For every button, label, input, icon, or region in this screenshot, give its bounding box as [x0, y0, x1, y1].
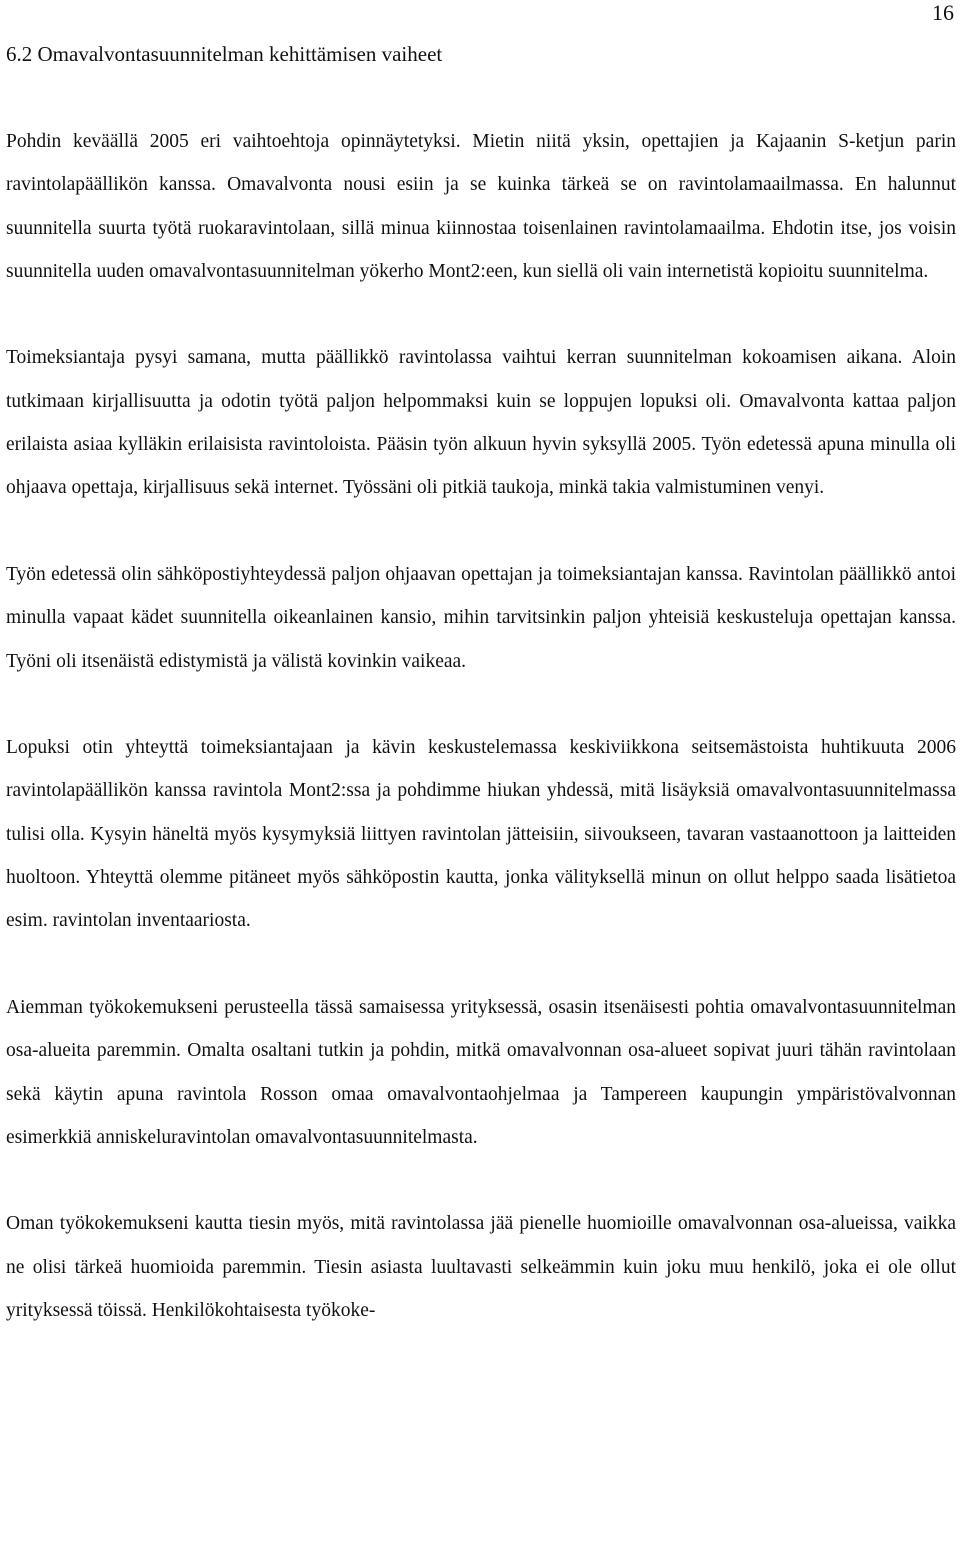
section-heading: 6.2 Omavalvontasuunnitelman kehittämisen vaiheet: [6, 42, 443, 66]
page-number: 16: [932, 0, 954, 25]
paragraph-2: Toimeksiantaja pysyi samana, mutta päällikkö ravintolassa vaihtui kerran suunnitelman kokoamisen aikana. Aloin tutkimaan kirjallisuutta ja odotin työtä paljon helpommaksi kuin se loppujen lopuksi oli. Omavalvonta kattaa paljon erilaista asiaa kylläkin erilaisista ravintoloista. Pääsin työn alkuun hyvin syksyllä 2005. Työn edetessä apuna minulla oli ohjaava opettaja, kirjallisuus sekä internet. Työssäni oli pitkiä taukoja, minkä takia valmistuminen venyi.: [6, 347, 956, 499]
paragraph-5: Aiemman työkokemukseni perusteella tässä samaisessa yrityksessä, osasin itsenäisesti pohtia omavalvontasuunnitelman osa-alueita paremmin. Omalta osaltani tutkin ja pohdin, mitkä omavalvonnan osa-alueet sopivat juuri tähän ravintolaan sekä käytin apuna ravintola Rosson omaa omavalvontaohjelmaa ja Tampereen kaupungin ympäristövalvonnan esimerkkiä anniskeluravintolan omavalvontasuunnitelmasta.: [6, 996, 956, 1148]
paragraph-1: Pohdin keväällä 2005 eri vaihtoehtoja opinnäytetyksi. Mietin niitä yksin, opettajien ja Kajaanin S-ketjun parin ravintolapäällikön kanssa. Omavalvonta nousi esiin ja se kuinka tärkeä se on ravintolamaailmassa. En halunnut suunnitella suurta työtä ruokaravintolaan, sillä minua kiinnostaa toisenlainen ravintolamaailma. Ehdotin itse, jos voisin suunnitella uuden omavalvontasuunnitelman yökerho Mont2:een, kun siellä oli vain internetistä kopioitu suunnitelma.: [6, 131, 956, 282]
paragraph-4: Lopuksi otin yhteyttä toimeksiantajaan ja kävin keskustelemassa keskiviikkona seitsemästoista huhtikuuta 2006 ravintolapäällikön kanssa ravintola Mont2:ssa ja pohdimme hiukan yhdessä, mitä lisäyksiä omavalvontasuunnitelmassa tulisi olla. Kysyin häneltä myös kysymyksiä liittyen ravintolan jätteisiin, siivoukseen, tavaran vastaanottoon ja laitteiden huoltoon. Yhteyttä olemme pitäneet myös sähköpostin kautta, jonka välityksellä minun on ollut helppo saada lisätietoa esim. ravintolan inventaariosta.: [6, 737, 956, 932]
paragraph-3: Työn edetessä olin sähköpostiyhteydessä paljon ohjaavan opettajan ja toimeksiantajan kanssa. Ravintolan päällikkö antoi minulla vapaat kädet suunnitella oikeanlainen kansio, mihin tarvitsinkin paljon yhteisiä keskusteluja opettajan kanssa. Työni oli itsenäistä edistymistä ja välistä kovinkin vaikeaa.: [6, 563, 956, 672]
paragraph-6: Oman työkokemukseni kautta tiesin myös, mitä ravintolassa jää pienelle huomioille omavalvonnan osa-alueissa, vaikka ne olisi tärkeä huomioida paremmin. Tiesin asiasta luultavasti selkeämmin kuin joku muu henkilö, joka ei ole ollut yrityksessä töissä. Henkilökohtaisesta työkoke-: [6, 1213, 956, 1322]
body-text: [6, 120, 956, 1332]
